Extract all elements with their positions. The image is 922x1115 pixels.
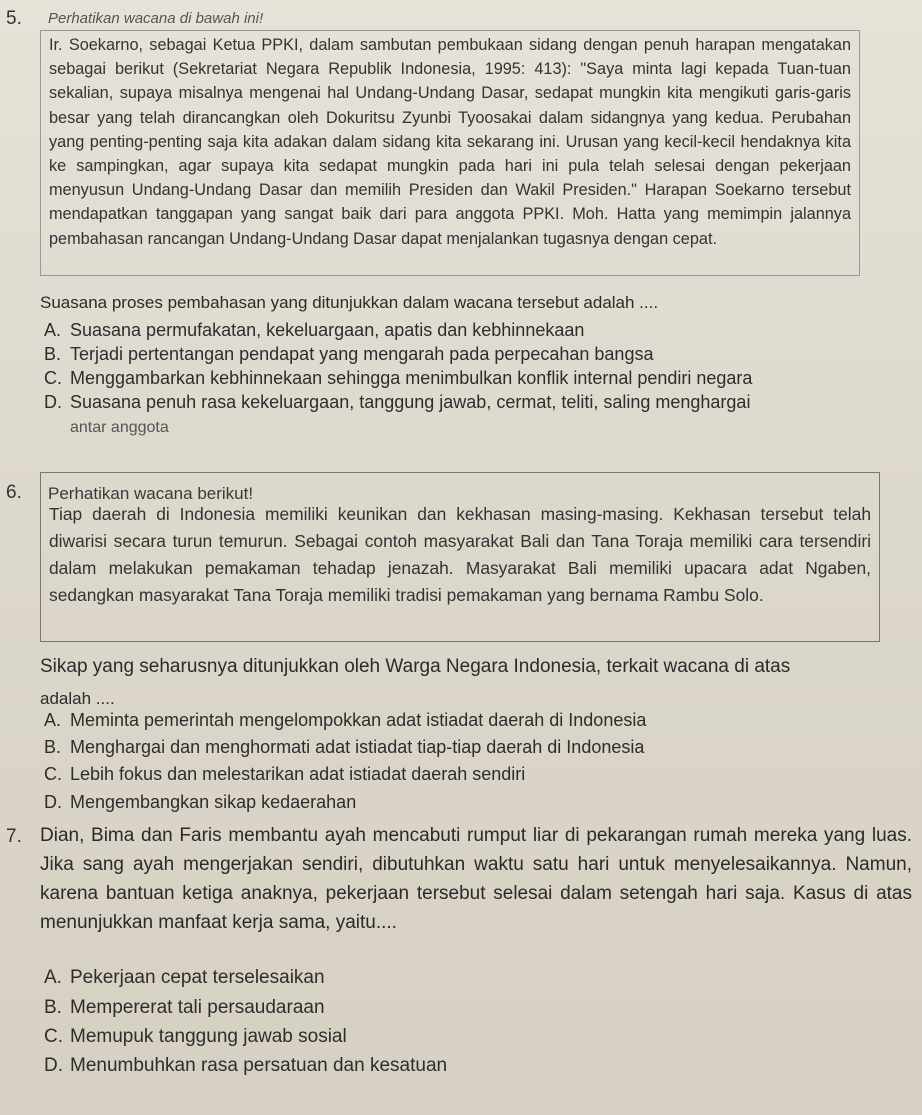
question-text-continuation: adalah .... bbox=[40, 689, 115, 708]
question-text-block bbox=[40, 821, 912, 937]
question-text: Suasana proses pembahasan yang ditunjukkan dalam wacana tersebut adalah .... bbox=[40, 293, 659, 312]
option-a[interactable]: A. Pekerjaan cepat terselesaikan bbox=[44, 967, 325, 988]
question-number: 6. bbox=[6, 482, 22, 503]
option-a[interactable]: A. Suasana permufakatan, kekeluargaan, apatis dan kebhinnekaan bbox=[44, 320, 585, 340]
option-b[interactable]: B. Mempererat tali persaudaraan bbox=[44, 997, 325, 1018]
option-c[interactable]: C. Memupuk tanggung jawab sosial bbox=[44, 1026, 347, 1047]
option-d-continuation: antar anggota bbox=[70, 419, 169, 436]
option-c[interactable]: C. Menggambarkan kebhinnekaan sehingga menimbulkan konflik internal pendiri negara bbox=[44, 368, 753, 388]
option-d[interactable]: D. Menumbuhkan rasa persatuan dan kesatuan bbox=[44, 1055, 448, 1076]
question-text: Dian, Bima dan Faris membantu ayah mencabuti rumput liar di pekarangan rumah mereka yang luas. Jika sang ayah mengerjakan sendiri, dibutuhkan waktu satu hari untuk menyelesaikannya. Namun, karena bantuan ketiga anaknya, pekerjaan tersebut selesai dalam setengah hari saja. Kasus di atas menunjukkan manfaat kerja sama, yaitu.... bbox=[40, 825, 912, 933]
passage-text: Ir. Soekarno, sebagai Ketua PPKI, dalam sambutan pembukaan sidang dengan penuh harapan mengatakan sebagai berikut (Sekretariat Negara Republik Indonesia, 1995: 413): "Saya minta lagi kepada Tuan-tuan sekalian, supaya misalnya mengenai hal Undang-Undang Dasar, sedapat mungkin kita mengikuti garis-garis besar yang telah dirancangkan oleh Dokuritsu Zyunbi Tyoosakai dalam sidangnya yang kedua. Perubahan yang penting-penting saja kita adakan dalam sidang kita sekarang ini. Urusan yang kecil-kecil hendaknya kita ke sampingkan, agar supaya kita sedapat mungkin pada hari ini pula telah selesai dengan pekerjaan menyusun Undang-Undang Dasar dan memilih Presiden dan Wakil Presiden." Harapan Soekarno tersebut mendapatkan tanggapan yang sangat baik dari para anggota PPKI. Moh. Hatta yang memimpin jalannya pembahasan rancangan Undang-Undang Dasar dapat menjalankan tugasnya dengan cepat. bbox=[49, 36, 851, 248]
passage-box bbox=[40, 30, 860, 276]
passage-box bbox=[40, 472, 880, 642]
question-number: 7. bbox=[6, 826, 22, 847]
option-b[interactable]: B. Menghargai dan menghormati adat istiadat tiap-tiap daerah di Indonesia bbox=[44, 737, 645, 757]
question-text: Sikap yang seharusnya ditunjukkan oleh Warga Negara Indonesia, terkait wacana di atas bbox=[40, 656, 791, 677]
question-number: 5. bbox=[6, 8, 22, 29]
question-stem: Perhatikan wacana berikut! bbox=[48, 484, 254, 503]
passage-text: Tiap daerah di Indonesia memiliki keunikan dan kekhasan masing-masing. Kekhasan tersebut telah diwarisi secara turun temurun. Sebagai contoh masyarakat Bali dan Tana Toraja memiliki cara tersendiri dalam melakukan pemakaman tehadap jenazah. Masyarakat Bali memiliki upacara adat Ngaben, sedangkan masyarakat Tana Toraja memiliki tradisi pemakaman yang bernama Rambu Solo. bbox=[49, 504, 871, 605]
question-stem: Perhatikan wacana di bawah ini! bbox=[48, 10, 264, 27]
option-a[interactable]: A. Meminta pemerintah mengelompokkan adat istiadat daerah di Indonesia bbox=[44, 710, 647, 730]
option-d[interactable]: D. Suasana penuh rasa kekeluargaan, tanggung jawab, cermat, teliti, saling menghargai bbox=[44, 392, 751, 412]
option-d[interactable]: D. Mengembangkan sikap kedaerahan bbox=[44, 792, 357, 812]
option-c[interactable]: C. Lebih fokus dan melestarikan adat istiadat daerah sendiri bbox=[44, 764, 526, 784]
option-b[interactable]: B. Terjadi pertentangan pendapat yang mengarah pada perpecahan bangsa bbox=[44, 344, 654, 364]
